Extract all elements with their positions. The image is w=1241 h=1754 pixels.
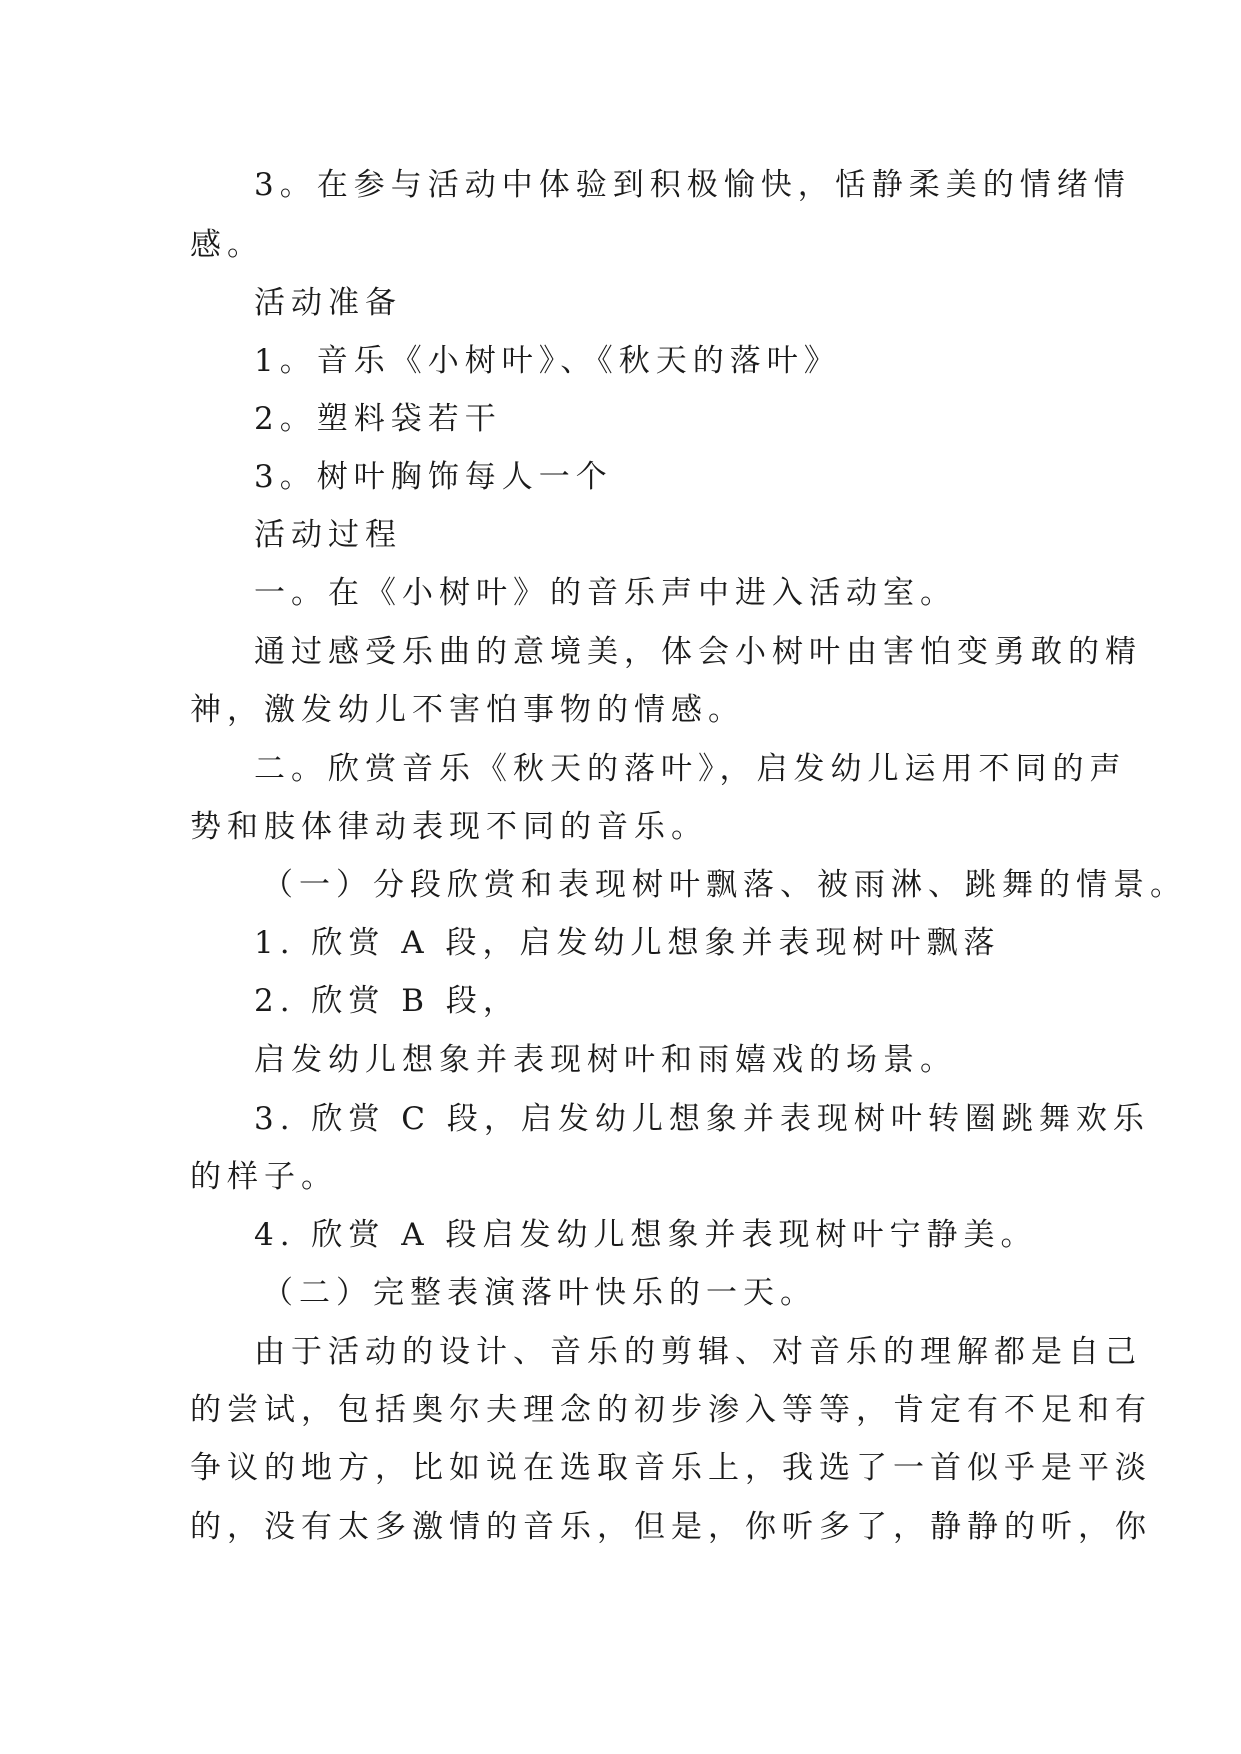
paragraph-line: 3。在参与活动中体验到积极愉快，恬静柔美的情绪情: [254, 167, 1131, 203]
paragraph-line: 的尝试，包括奥尔夫理念的初步渗入等等，肯定有不足和有: [190, 1392, 1152, 1428]
list-item: 3. 欣赏 C 段，启发幼儿想象并表现树叶转圈跳舞欢乐: [254, 1101, 1150, 1137]
list-item: 4. 欣赏 A 段启发幼儿想象并表现树叶宁静美。: [254, 1217, 1038, 1253]
paragraph-line: （一）分段欣赏和表现树叶飘落、被雨淋、跳舞的情景。: [262, 867, 1187, 903]
section-heading: 活动准备: [254, 285, 402, 321]
list-item: 1. 欣赏 A 段，启发幼儿想象并表现树叶飘落: [254, 925, 1001, 961]
list-item: 3。树叶胸饰每人一个: [254, 459, 613, 495]
paragraph-line: 势和肢体律动表现不同的音乐。: [190, 809, 708, 845]
list-item: 1。音乐《小树叶》、《秋天的落叶》: [254, 343, 841, 379]
paragraph-line: 二。欣赏音乐《秋天的落叶》，启发幼儿运用不同的声: [254, 751, 1127, 787]
paragraph-line: 的，没有太多激情的音乐，但是，你听多了，静静的听，你: [190, 1509, 1152, 1545]
section-heading: 活动过程: [254, 517, 402, 553]
paragraph-line: 一。在《小树叶》的音乐声中进入活动室。: [254, 575, 957, 611]
list-item: 2。塑料袋若干: [254, 401, 502, 437]
paragraph-line: 由于活动的设计、音乐的剪辑、对音乐的理解都是自己: [254, 1334, 1142, 1370]
list-item: 2. 欣赏 B 段，: [254, 983, 520, 1019]
paragraph-line: 通过感受乐曲的意境美，体会小树叶由害怕变勇敢的精: [254, 634, 1142, 670]
paragraph-line: 争议的地方，比如说在选取音乐上，我选了一首似乎是平淡: [190, 1450, 1152, 1486]
paragraph-line: 感。: [190, 227, 264, 263]
paragraph-line: 的样子。: [190, 1159, 338, 1195]
paragraph-line: 神，激发幼儿不害怕事物的情感。: [190, 692, 745, 728]
paragraph-line: （二）完整表演落叶快乐的一天。: [262, 1275, 817, 1311]
paragraph-line: 启发幼儿想象并表现树叶和雨嬉戏的场景。: [254, 1042, 957, 1078]
